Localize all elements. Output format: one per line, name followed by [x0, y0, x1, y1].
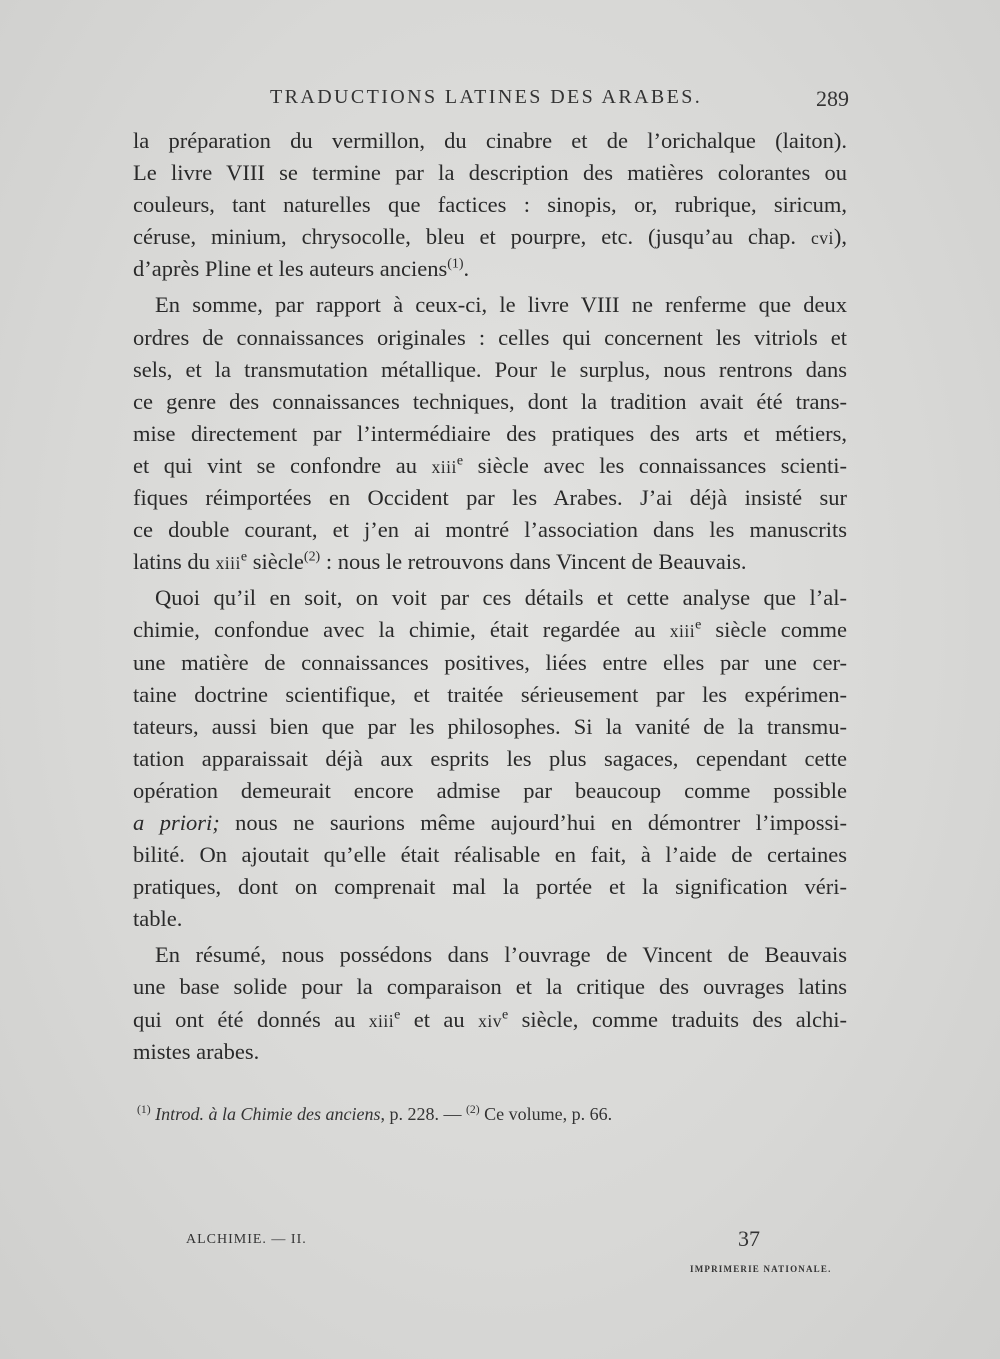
text-run: ), — [833, 224, 847, 250]
text-run: céruse, minium, chrysocolle, bleu et pourpre, etc. (jusqu’au chap. — [133, 224, 811, 250]
text-line — [133, 1004, 847, 1036]
page-number: 289 — [816, 86, 849, 111]
paragraph — [133, 125, 847, 285]
text-line: tation apparaissait déjà aux esprits les plus sagaces, cependant cette — [133, 745, 847, 771]
footnote — [137, 1104, 612, 1125]
text-line: ce genre des connaissances techniques, dont la tradition avait été trans- — [133, 388, 847, 414]
text-line: tateurs, aussi bien que par les philosophes. Si la vanité de la transmu- — [133, 713, 847, 739]
ordinal-suffix: e — [394, 1007, 401, 1023]
text-line — [133, 450, 847, 482]
text-run: siècle — [247, 549, 304, 575]
paragraph — [133, 582, 847, 935]
text-run: siècle, comme traduits des alchi- — [508, 1006, 847, 1032]
chapter-numeral: cvi — [810, 228, 834, 249]
text-line: opération demeurait encore admise par beaucoup comme possible — [133, 777, 847, 803]
paragraph — [133, 939, 847, 1067]
text-run: latins du — [133, 549, 216, 575]
text-line: sels, et la transmutation métallique. Pour le surplus, nous rentrons dans — [133, 356, 847, 382]
text-line: ordres de connaissances originales : celles qui concernent les vitriols et — [133, 324, 847, 350]
footnote-text: Ce volume, p. 66. — [479, 1104, 613, 1124]
text-line — [133, 546, 847, 578]
century-numeral: xiii — [669, 621, 696, 642]
text-line: fiques réimportées en Occident par les Arabes. J’ai déjà insisté sur — [133, 485, 847, 511]
text-line: bilité. On ajoutait qu’elle était réalisable en fait, à l’aide de certaines — [133, 842, 847, 868]
century-numeral: xiii — [215, 553, 241, 574]
text-line: une matière de connaissances positives, liées entre elles par une cer- — [133, 649, 847, 675]
body-text — [133, 125, 847, 1068]
ordinal-suffix: e — [695, 617, 702, 633]
text-line: une base solide pour la comparaison et la critique des ouvrages latins — [133, 974, 847, 1000]
text-run: : nous le retrouvons dans Vincent de Beauvais. — [320, 549, 747, 575]
footnote-marker: (2) — [465, 1103, 480, 1116]
text-line: taine doctrine scientifique, et traitée sérieusement par les expérimen- — [133, 681, 847, 707]
text-line: table. — [133, 906, 183, 932]
footnote-citation: Introd. à la Chimie des anciens — [155, 1104, 381, 1124]
text-run: . — [463, 256, 470, 282]
text-line: mistes arabes. — [133, 1038, 260, 1064]
text-line — [133, 807, 847, 839]
text-line — [133, 614, 847, 646]
text-run: siècle avec les connaissances scienti- — [463, 452, 847, 478]
text-line: mise directement par l’intermédiaire des pratiques des arts et métiers, — [133, 420, 847, 446]
footnote-marker: (1) — [447, 256, 464, 272]
text-line — [133, 221, 847, 253]
imprint-line: IMPRIMERIE NATIONALE. — [690, 1264, 832, 1274]
text-run: et au — [400, 1006, 479, 1032]
sheet-number: 37 — [738, 1226, 760, 1251]
text-line: pratiques, dont on comprenait mal la portée et la signification véri- — [133, 874, 847, 900]
text-line: Quoi qu’il en soit, on voit par ces détails et cette analyse que l’al- — [155, 585, 847, 611]
footnote-marker: (2) — [303, 549, 321, 565]
text-run: et qui vint se confondre au — [133, 452, 432, 478]
text-run: chimie, confondue avec la chimie, était regardée au — [133, 617, 670, 643]
text-line: En somme, par rapport à ceux-ci, le livre VIII ne renferme que deux — [155, 292, 847, 318]
italic-run: a priori; — [133, 809, 220, 835]
running-head: TRADUCTIONS LATINES DES ARABES. — [270, 86, 703, 108]
text-line — [133, 253, 847, 285]
text-run: qui ont été donnés au — [133, 1006, 369, 1032]
ordinal-suffix: e — [240, 549, 248, 565]
text-run: siècle comme — [701, 617, 847, 643]
text-run: d’après Pline et les auteurs anciens — [133, 256, 448, 282]
paragraph — [133, 289, 847, 578]
text-line: la préparation du vermillon, du cinabre et de l’orichalque (laiton). — [133, 128, 847, 153]
text-line: ce double courant, et j’en ai montré l’association dans les manuscrits — [133, 517, 847, 543]
text-line: Le livre VIII se termine par la description des matières colorantes ou — [133, 160, 847, 186]
century-numeral: xiii — [431, 456, 457, 477]
text-line: couleurs, tant naturelles que factices : sinopis, or, rubrique, siricum, — [133, 192, 847, 218]
text-run: nous ne saurions même aujourd’hui en démontrer l’impossi- — [219, 809, 847, 835]
ordinal-suffix: e — [456, 453, 464, 469]
footnote-text: , p. 228. — — [380, 1104, 466, 1124]
ordinal-suffix: e — [501, 1007, 509, 1023]
footnote-marker: (1) — [137, 1103, 151, 1116]
century-numeral: xiv — [478, 1010, 502, 1031]
text-line: En résumé, nous possédons dans l’ouvrage de Vincent de Beauvais — [155, 942, 847, 968]
printer-signature: ALCHIMIE. — II. — [186, 1232, 307, 1247]
century-numeral: xiii — [368, 1010, 395, 1031]
